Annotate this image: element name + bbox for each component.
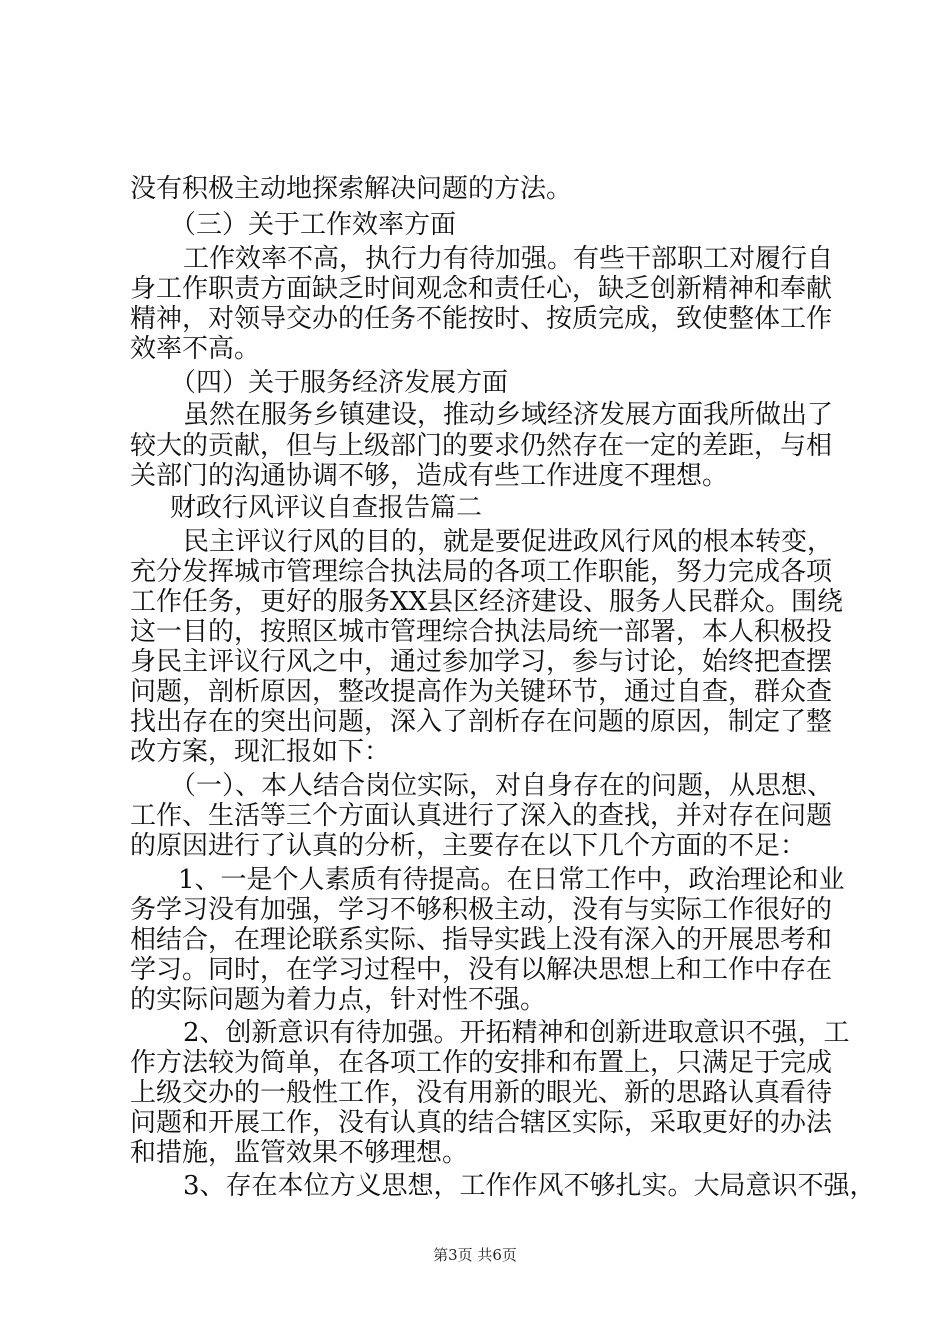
text-line: 关部门的沟通协调不够，造成有些工作进度不理想。 — [130, 461, 729, 491]
text-line: 改方案，现汇报如下： — [130, 737, 391, 767]
text-line: 找出存在的突出问题，深入了剖析存在问题的原因，制定了整 — [130, 707, 833, 737]
text-line: 作方法较为简单，在各项工作的安排和布置上，只满足于完成 — [130, 1048, 833, 1078]
text-line: 工作任务，更好的服务XX县区经济建设、服务人民群众。围绕 — [130, 587, 844, 617]
text-line: 的原因进行了认真的分析，主要存在以下几个方面的不足： — [130, 831, 807, 861]
text-line: 务学习没有加强，学习不够积极主动，没有与实际工作很好的 — [130, 895, 833, 925]
text-line: 2、创新意识有待加强。开拓精神和创新进取意识不强，工 — [183, 1018, 850, 1048]
text-line: 虽然在服务乡镇建设，推动乡域经济发展方面我所做出了 — [183, 400, 834, 430]
section-title: 财政行风评议自查报告篇二 — [170, 493, 483, 523]
text-line: 工作效率不高，执行力有待加强。有些干部职工对履行自 — [183, 244, 834, 274]
text-line: 问题，剖析原因，整改提高作为关键环节，通过自查，群众查 — [130, 677, 833, 707]
page-number-footer: 第3页 共6页 — [433, 1246, 517, 1264]
text-line: 身民主评议行风之中，通过参加学习，参与讨论，始终把查摆 — [130, 647, 833, 677]
text-line: 学习。同时，在学习过程中，没有以解决思想上和工作中存在 — [130, 955, 833, 985]
text-line: 没有积极主动地探索解决问题的方法。 — [130, 174, 573, 204]
text-line: 这一目的，按照区城市管理综合执法局统一部署，本人积极投 — [130, 617, 833, 647]
text-line: 3、存在本位方义思想，工作作风不够扎实。大局意识不强， — [183, 1171, 876, 1201]
text-line: （一）、本人结合岗位实际，对自身存在的问题，从思想、 — [170, 771, 834, 801]
text-line: 较大的贡献，但与上级部门的要求仍然存在一定的差距，与相 — [130, 431, 833, 461]
text-line: 和措施，监管效果不够理想。 — [130, 1138, 469, 1168]
text-line: 充分发挥城市管理综合执法局的各项工作职能，努力完成各项 — [130, 557, 833, 587]
text-line: 精神，对领导交办的任务不能按时、按质完成，致使整体工作 — [130, 304, 833, 334]
text-line: 的实际问题为着力点，针对性不强。 — [130, 985, 547, 1015]
text-line: 民主评议行风的目的，就是要促进政风行风的根本转变， — [183, 527, 834, 557]
text-line: 问题和开展工作，没有认真的结合辖区实际，采取更好的办法 — [130, 1108, 833, 1138]
text-line: 1、一是个人素质有待提高。在日常工作中，政治理论和业 — [178, 865, 845, 895]
text-line: 上级交办的一般性工作，没有用新的眼光、新的思路认真看待 — [130, 1078, 833, 1108]
section-heading: （四）关于服务经济发展方面 — [170, 368, 509, 398]
text-line: 效率不高。 — [130, 334, 261, 364]
text-line: 相结合，在理论联系实际、指导实践上没有深入的开展思考和 — [130, 925, 833, 955]
text-line: 身工作职责方面缺乏时间观念和责任心，缺乏创新精神和奉献 — [130, 274, 833, 304]
section-heading: （三）关于工作效率方面 — [170, 210, 457, 240]
text-line: 工作、生活等三个方面认真进行了深入的查找，并对存在问题 — [130, 801, 833, 831]
